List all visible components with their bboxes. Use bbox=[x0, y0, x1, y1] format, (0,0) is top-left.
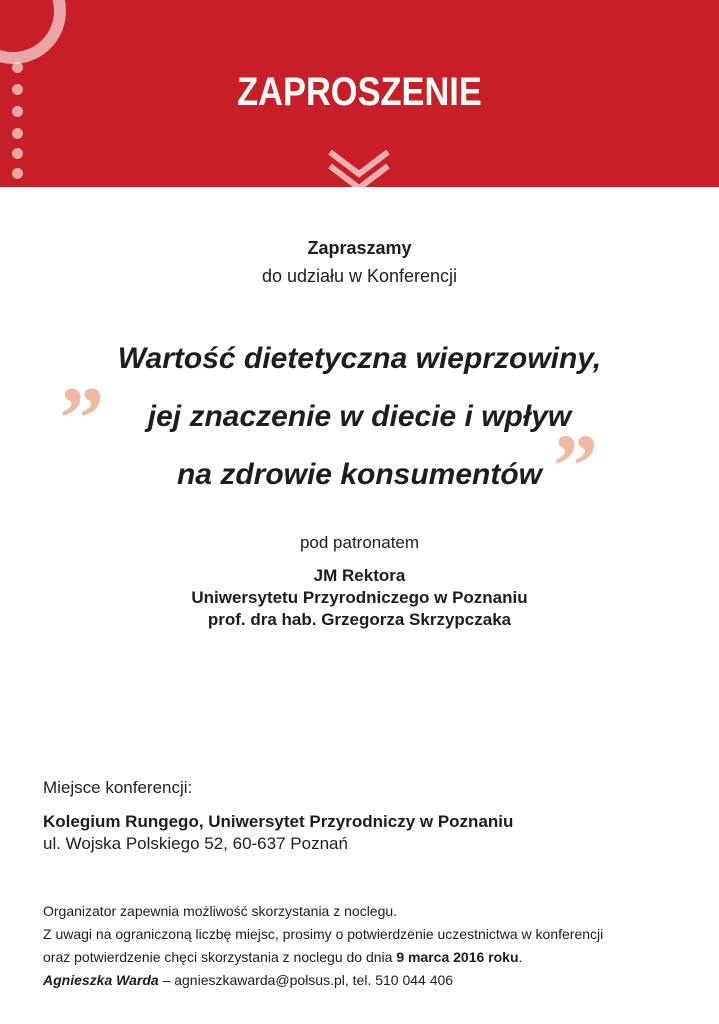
dot-decoration-icon bbox=[12, 128, 23, 139]
conference-title-line: jej znaczenie w diecie i wpływ bbox=[147, 400, 572, 433]
close-quote-icon: ” bbox=[553, 417, 598, 516]
venue-label: Miejsce konferencji: bbox=[43, 778, 193, 797]
open-quote-icon: „ bbox=[60, 323, 105, 422]
deadline-date: 9 marca 2016 roku bbox=[396, 949, 519, 965]
patronage-line: prof. dra hab. Grzegorza Skrzypczaka bbox=[207, 610, 512, 629]
patronage-line: Uniwersytetu Przyrodniczego w Poznaniu bbox=[191, 588, 528, 607]
notes-block bbox=[43, 900, 683, 992]
note-text: oraz potwierdzenie chęci skorzystania z noclegu do dnia bbox=[43, 949, 397, 965]
conference-title bbox=[0, 323, 719, 504]
dot-decoration-icon bbox=[12, 62, 23, 73]
venue-name: Kolegium Rungego, Uniwersytet Przyrodniczy w Poznaniu bbox=[43, 812, 514, 831]
patronage-block bbox=[0, 565, 719, 631]
intro-subheading: do udziału w Konferencji bbox=[261, 266, 458, 286]
intro-heading: Zapraszamy bbox=[307, 238, 412, 258]
patronage-lead: pod patronatem bbox=[299, 533, 420, 552]
dot-decoration-icon bbox=[12, 84, 23, 95]
dot-decoration-icon bbox=[12, 106, 23, 117]
dot-decoration-icon bbox=[12, 168, 23, 179]
conference-title-line: Wartość dietetyczna wieprzowiny, bbox=[117, 342, 602, 375]
dot-decoration-icon bbox=[12, 148, 23, 159]
header-banner bbox=[0, 0, 719, 187]
note-line bbox=[43, 946, 683, 969]
contact-details: – agnieszkawarda@polsus.pl, tel. 510 044 406 bbox=[158, 972, 454, 988]
ring-decoration-icon bbox=[0, 0, 66, 64]
patronage-line: JM Rektora bbox=[313, 566, 406, 585]
note-line: Organizator zapewnia możliwość skorzystania z noclegu. bbox=[43, 903, 398, 919]
page-title: ZAPROSZENIE bbox=[237, 70, 482, 114]
double-chevron-down-icon bbox=[324, 150, 394, 187]
note-text: . bbox=[518, 949, 523, 965]
contact-line bbox=[43, 969, 683, 992]
contact-name: Agnieszka Warda bbox=[43, 972, 159, 988]
conference-title-line: na zdrowie konsumentów bbox=[176, 458, 543, 491]
note-line: Z uwagi na ograniczoną liczbę miejsc, prosimy o potwierdzenie uczestnictwa w konferencji bbox=[43, 926, 604, 942]
venue-address: ul. Wojska Polskiego 52, 60-637 Poznań bbox=[43, 834, 348, 853]
